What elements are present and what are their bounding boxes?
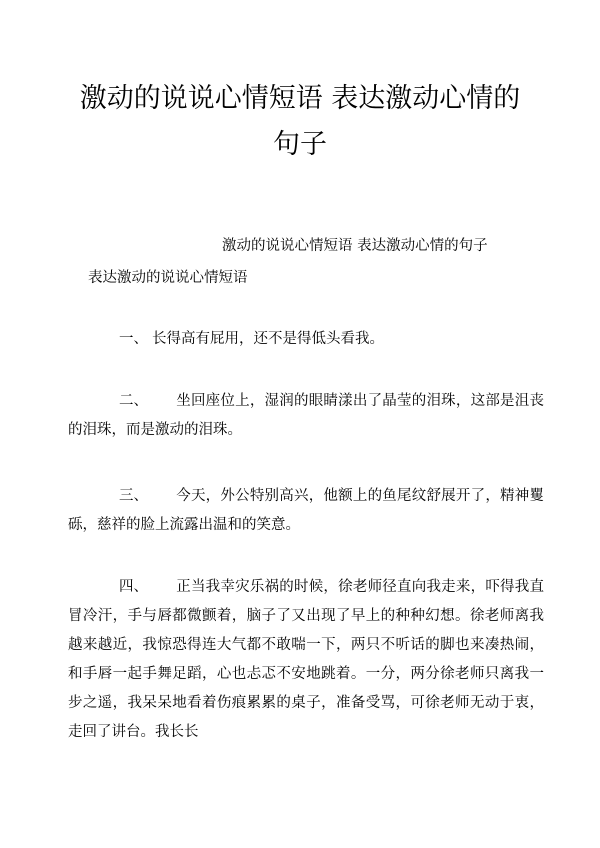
paragraph-4 [68,573,544,747]
subtitle-secondary: 表达激动的说说心情短语 [88,270,248,286]
paragraph-2 [68,387,544,445]
paragraph-text: 长得高有屁用，还不是得低头看我。 [152,331,384,347]
subtitle: 激动的说说心情短语 表达激动心情的句子 [222,238,488,254]
paragraph-1 [68,325,544,354]
paragraph-number: 四、 [119,579,148,595]
paragraph-text: 今天，外公特别高兴，他额上的鱼尾纹舒展开了，精神矍砾，慈祥的脸上流露出温和的笑意。 [68,488,544,533]
title-line-1: 激动的说说心情短语 表达激动心情的 [79,83,521,114]
title-line-2: 句子 [273,129,327,160]
paragraph-text: 正当我幸灾乐祸的时候，徐老师径直向我走来，吓得我直冒冷汗，手与唇都微颤着，脑子了又出现了早上的种种幻想。徐老师离我越来越近，我惊恐得连大气都不敢喘一下，两只不听话的脚也来凑热闹，和手唇一起手舞足蹈，心也忐忑不安地跳着。一分，两分徐老师只离我一步之遥，我呆呆地看着伤痕累累的桌子，准备受骂，可徐老师无动于衷，走回了讲台。我长长 [68,579,544,740]
paragraph-3 [68,482,544,540]
paragraph-text: 坐回座位上，湿润的眼睛漾出了晶莹的泪珠，这部是沮丧的泪珠，而是激动的泪珠。 [68,393,544,438]
paragraph-number: 一、 [119,331,148,347]
document-title [70,76,530,168]
paragraph-number: 三、 [119,488,148,504]
paragraph-number: 二、 [119,393,148,409]
